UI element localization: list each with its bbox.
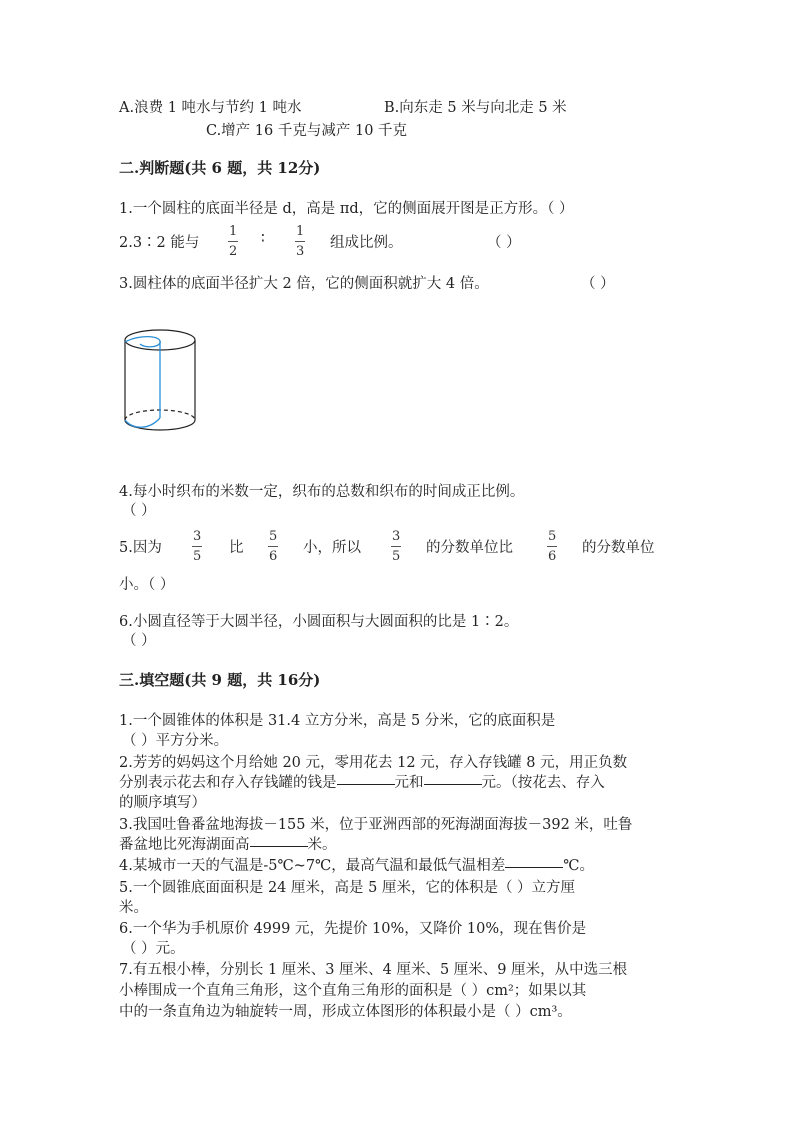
question-2-2-suffix: 组成比例。 <box>330 235 403 251</box>
question-3-2-line1: 2.芳芳的妈妈这个月给她 20 元，零用花去 12 元，存入存钱罐 8 元，用正负数 <box>119 755 628 771</box>
question-3-2-line2: 分别表示花去和存入存钱罐的钱是 元和 元。（按花去、存入 <box>119 775 605 791</box>
question-3-2-line3: 的顺序填写） <box>119 795 206 811</box>
section-3-title: 三.填空题(共 9 题，共 16分) <box>119 671 321 689</box>
fraction-three-fifths: 3 5 <box>193 529 202 564</box>
question-2-3-answer-paren: （ ） <box>581 276 615 292</box>
question-2-2-prefix: 2.3∶2 能与 <box>119 235 200 251</box>
section-2-title: 二.判断题(共 6 题，共 12分) <box>119 159 321 177</box>
question-3-7-line2: 小棒围成一个直角三角形，这个直角三角形的面积是（ ）cm²；如果以其 <box>119 983 587 999</box>
cylinder-figure <box>118 325 204 435</box>
question-2-5-prefix: 5.因为 <box>119 540 162 556</box>
answer-blank[interactable] <box>505 866 563 868</box>
option-c: C.增产 16 千克与减产 10 千克 <box>206 123 408 139</box>
question-3-6-line1: 6.一个华为手机原价 4999 元，先提价 10%，又降价 10%，现在售价是 <box>119 921 587 937</box>
option-b: B.向东走 5 米与向北走 5 米 <box>384 100 567 116</box>
fraction-five-sixths: 5 6 <box>269 529 278 564</box>
question-2-5-end: 的分数单位 <box>582 540 655 556</box>
question-3-3-line2: 番盆地比死海湖面高 米。 <box>119 837 337 853</box>
question-3-6-line2: （ ）元。 <box>122 941 185 957</box>
question-3-1-line1: 1.一个圆锥体的体积是 31.4 立方分米，高是 5 分米，它的底面积是 <box>119 713 556 729</box>
question-2-2-answer-paren: （ ） <box>487 235 521 251</box>
answer-blank[interactable] <box>250 845 308 847</box>
question-2-6-line1: 6.小圆直径等于大圆半径，小圆面积与大圆面积的比是 1∶2。 <box>119 614 519 630</box>
answer-blank[interactable] <box>337 783 395 785</box>
option-a: A.浪费 1 吨水与节约 1 吨水 <box>119 100 302 116</box>
question-2-3: 3.圆柱体的底面半径扩大 2 倍，它的侧面积就扩大 4 倍。 <box>119 276 489 292</box>
question-2-4-line2: （ ） <box>122 503 156 519</box>
fraction-five-sixths-2: 5 6 <box>548 529 557 564</box>
question-2-2-colon: ∶ <box>261 231 265 247</box>
question-3-7-line1: 7.有五根小棒，分别长 1 厘米、3 厘米、4 厘米、5 厘米、9 厘米，从中选三根 <box>119 962 628 978</box>
fraction-three-fifths-2: 3 5 <box>392 529 401 564</box>
question-3-5-line1: 5.一个圆锥底面面积是 24 厘米，高是 5 厘米，它的体积是（ ）立方厘 <box>119 880 576 896</box>
question-3-5-line2: 米。 <box>119 900 148 916</box>
question-2-4-line1: 4.每小时织布的米数一定，织布的总数和织布的时间成正比例。 <box>119 484 525 500</box>
question-3-3-line1: 3.我国吐鲁番盆地海拔－155 米，位于亚洲西部的死海湖面海拔－392 米，吐鲁 <box>119 817 633 833</box>
fraction-one-half: 1 2 <box>229 224 238 259</box>
question-2-5-mid: 小，所以 <box>303 540 361 556</box>
question-2-5-unit: 的分数单位比 <box>426 540 513 556</box>
fraction-one-third: 1 3 <box>296 224 305 259</box>
question-2-1: 1.一个圆柱的底面半径是 d，高是 πd，它的侧面展开图是正方形。（ ） <box>119 201 574 217</box>
question-2-5-line2: 小。（ ） <box>119 577 175 593</box>
question-3-1-line2: （ ）平方分米。 <box>122 733 229 749</box>
answer-blank[interactable] <box>424 783 482 785</box>
question-3-7-line3: 中的一条直角边为轴旋转一周，形成立体图形的体积最小是（ ）cm³。 <box>119 1004 572 1020</box>
question-2-5-bi: 比 <box>229 540 244 556</box>
question-2-6-line2: （ ） <box>122 633 156 649</box>
question-3-4: 4.某城市一天的气温是-5℃~7℃，最高气温和最低气温相差 ℃。 <box>119 858 595 874</box>
